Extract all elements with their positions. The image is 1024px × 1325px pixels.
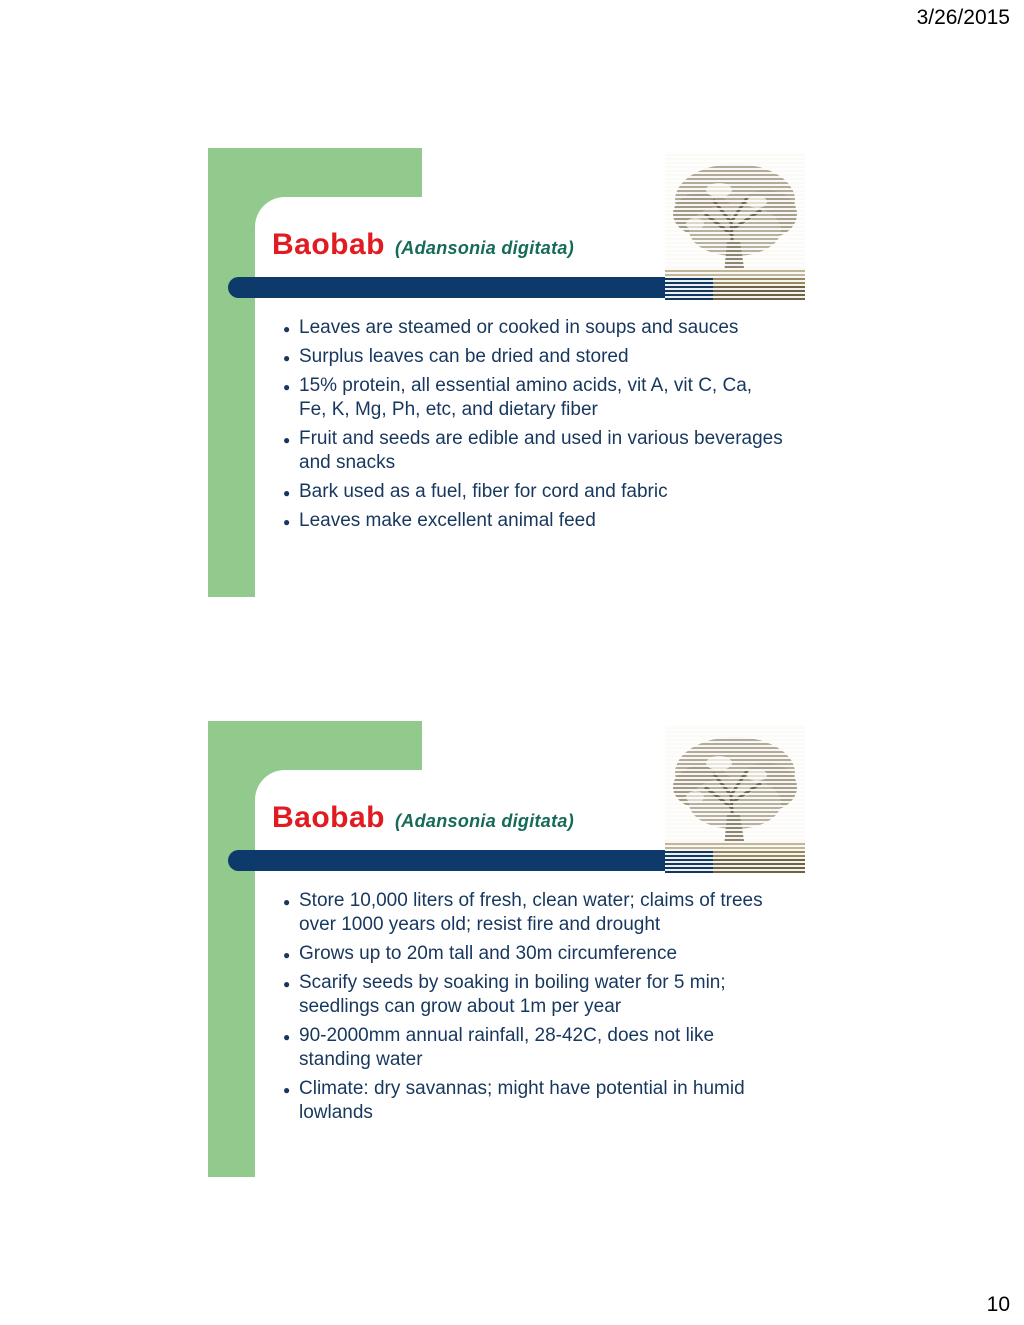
bullet-list (283, 316, 783, 538)
green-side-bar (208, 721, 262, 1177)
title-underline-bar (228, 850, 712, 871)
page-number: 10 (986, 1293, 1010, 1316)
species-name: (Adansonia digitata) (395, 811, 575, 831)
bullet-item: ● Leaves are steamed or cooked in soups and sauces (283, 316, 783, 340)
bullet-item: ● Grows up to 20m tall and 30m circumference (283, 942, 783, 966)
scanline-overlay (665, 725, 805, 873)
bullet-list (283, 889, 783, 1130)
slide-title-text: Baobab (272, 801, 386, 834)
bullet-item: ● Fruit and seeds are edible and used in various beverages and snacks (283, 427, 783, 475)
bullet-item: ● 90-2000mm annual rainfall, 28-42C, does not like standing water (283, 1024, 783, 1072)
slide-title (272, 228, 574, 262)
green-side-bar (208, 148, 262, 597)
baobab-tree-image (665, 152, 805, 300)
bullet-item: ● 15% protein, all essential amino acids, vit A, vit C, Ca, Fe, K, Mg, Ph, etc, and dietary fiber (283, 374, 783, 422)
slide-title (272, 801, 574, 835)
bullet-item: ● Leaves make excellent animal feed (283, 509, 783, 533)
bullet-item: ● Surplus leaves can be dried and stored (283, 345, 783, 369)
title-underline-bar (228, 277, 712, 298)
bullet-item: ● Scarify seeds by soaking in boiling water for 5 min; seedlings can grow about 1m per year (283, 971, 783, 1019)
slide-2 (0, 721, 1024, 1191)
slide-title-text: Baobab (272, 228, 386, 261)
bullet-item: ● Climate: dry savannas; might have potential in humid lowlands (283, 1077, 783, 1125)
bullet-item: ● Store 10,000 liters of fresh, clean water; claims of trees over 1000 years old; resist fire and drought (283, 889, 783, 937)
slide-1 (0, 148, 1024, 618)
date-label: 3/26/2015 (916, 6, 1010, 29)
bullet-item: ● Bark used as a fuel, fiber for cord and fabric (283, 480, 783, 504)
baobab-tree-image (665, 725, 805, 873)
scanline-overlay (665, 152, 805, 300)
species-name: (Adansonia digitata) (395, 238, 575, 258)
